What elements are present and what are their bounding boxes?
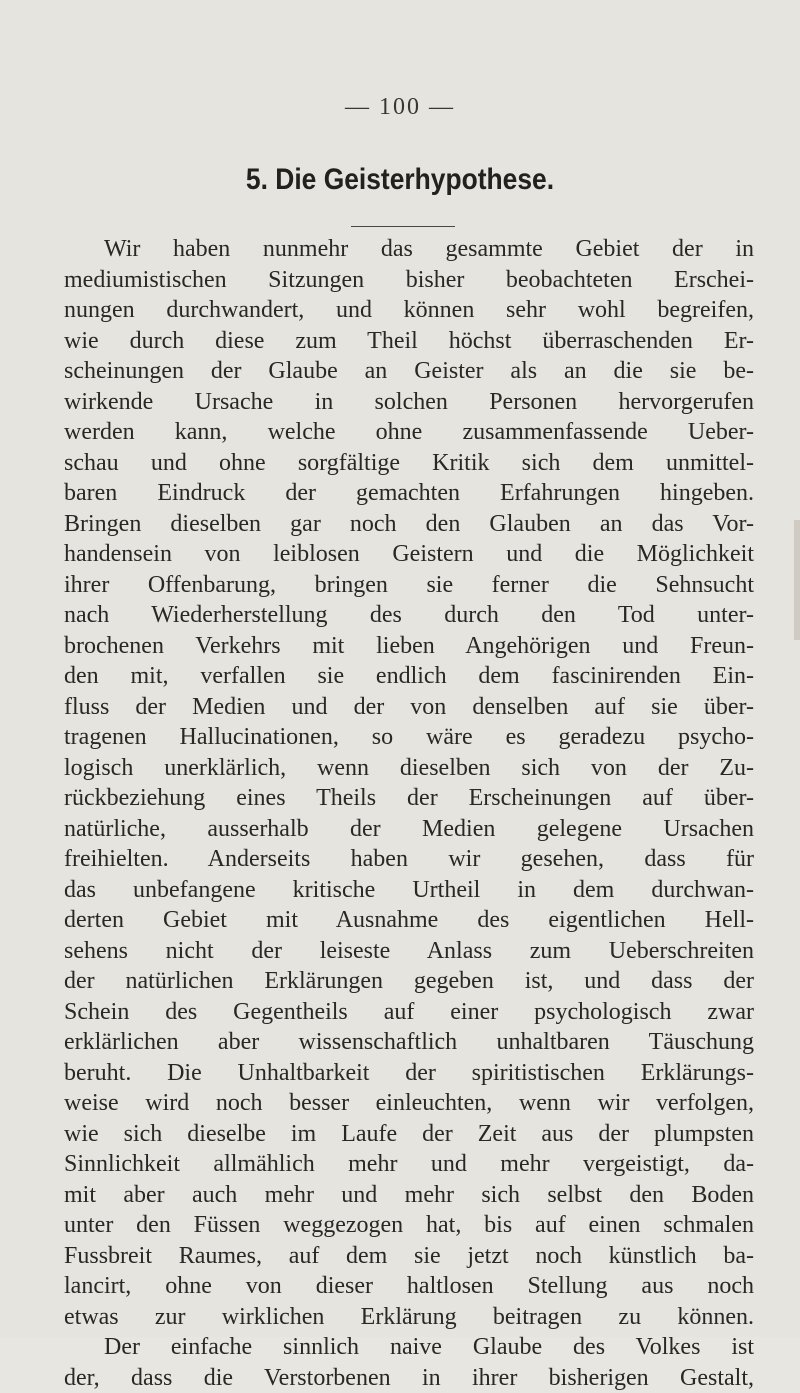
text-line: Sinnlichkeit allmählich mehr und mehr vergeistigt, da- (64, 1149, 754, 1180)
body-paragraph (64, 234, 754, 1393)
text-line: brochenen Verkehrs mit lieben Angehörigen und Freun- (64, 631, 754, 662)
text-line: Bringen dieselben gar noch den Glauben an das Vor- (64, 509, 754, 540)
text-line: baren Eindruck der gemachten Erfahrungen hingeben. (64, 478, 754, 509)
text-line: logisch unerklärlich, wenn dieselben sich von der Zu- (64, 753, 754, 784)
text-line: wie sich dieselbe im Laufe der Zeit aus der plumpsten (64, 1119, 754, 1150)
text-line: mediumistischen Sitzungen bisher beobachteten Erschei- (64, 265, 754, 296)
text-line: wie durch diese zum Theil höchst überraschenden Er- (64, 326, 754, 357)
text-line: wirkende Ursache in solchen Personen hervorgerufen (64, 387, 754, 418)
text-line: Der einfache sinnlich naive Glaube des Volkes ist (64, 1332, 754, 1363)
text-line: unter den Füssen weggezogen hat, bis auf einen schmalen (64, 1210, 754, 1241)
text-line: fluss der Medien und der von denselben auf sie über- (64, 692, 754, 723)
text-line: ihrer Offenbarung, bringen sie ferner die Sehnsucht (64, 570, 754, 601)
text-line: der, dass die Verstorbenen in ihrer bisherigen Gestalt, (64, 1363, 754, 1393)
text-line: sehens nicht der leiseste Anlass zum Ueberschreiten (64, 936, 754, 967)
text-line: nungen durchwandert, und können sehr wohl begreifen, (64, 295, 754, 326)
text-line: weise wird noch besser einleuchten, wenn wir verfolgen, (64, 1088, 754, 1119)
text-line: mit aber auch mehr und mehr sich selbst den Boden (64, 1180, 754, 1211)
text-line: scheinungen der Glaube an Geister als an die sie be- (64, 356, 754, 387)
text-line: den mit, verfallen sie endlich dem fascinirenden Ein- (64, 661, 754, 692)
text-line: etwas zur wirklichen Erklärung beitragen zu können. (64, 1302, 754, 1333)
text-line: tragenen Hallucinationen, so wäre es geradezu psycho- (64, 722, 754, 753)
page-edge-shadow (794, 520, 800, 640)
text-line: beruht. Die Unhaltbarkeit der spiritistischen Erklärungs- (64, 1058, 754, 1089)
text-line: nach Wiederherstellung des durch den Tod unter- (64, 600, 754, 631)
text-line: Fussbreit Raumes, auf dem sie jetzt noch künstlich ba- (64, 1241, 754, 1272)
text-line: schau und ohne sorgfältige Kritik sich dem unmittel- (64, 448, 754, 479)
chapter-title: 5. Die Geisterhypothese. (48, 163, 752, 197)
title-divider (351, 226, 455, 227)
text-line: Schein des Gegentheils auf einer psychologisch zwar (64, 997, 754, 1028)
text-line: derten Gebiet mit Ausnahme des eigentlichen Hell- (64, 905, 754, 936)
text-line: werden kann, welche ohne zusammenfassende Ueber- (64, 417, 754, 448)
text-line: das unbefangene kritische Urtheil in dem durchwan- (64, 875, 754, 906)
text-line: Wir haben nunmehr das gesammte Gebiet der in (64, 234, 754, 265)
text-line: erklärlichen aber wissenschaftlich unhaltbaren Täuschung (64, 1027, 754, 1058)
text-line: der natürlichen Erklärungen gegeben ist, und dass der (64, 966, 754, 997)
text-line: handensein von leiblosen Geistern und die Möglichkeit (64, 539, 754, 570)
text-line: freihielten. Anderseits haben wir gesehen, dass für (64, 844, 754, 875)
text-line: lancirt, ohne von dieser haltlosen Stellung aus noch (64, 1271, 754, 1302)
text-line: rückbeziehung eines Theils der Erscheinungen auf über- (64, 783, 754, 814)
page-number: — 100 — (0, 94, 800, 121)
text-line: natürliche, ausserhalb der Medien gelegene Ursachen (64, 814, 754, 845)
